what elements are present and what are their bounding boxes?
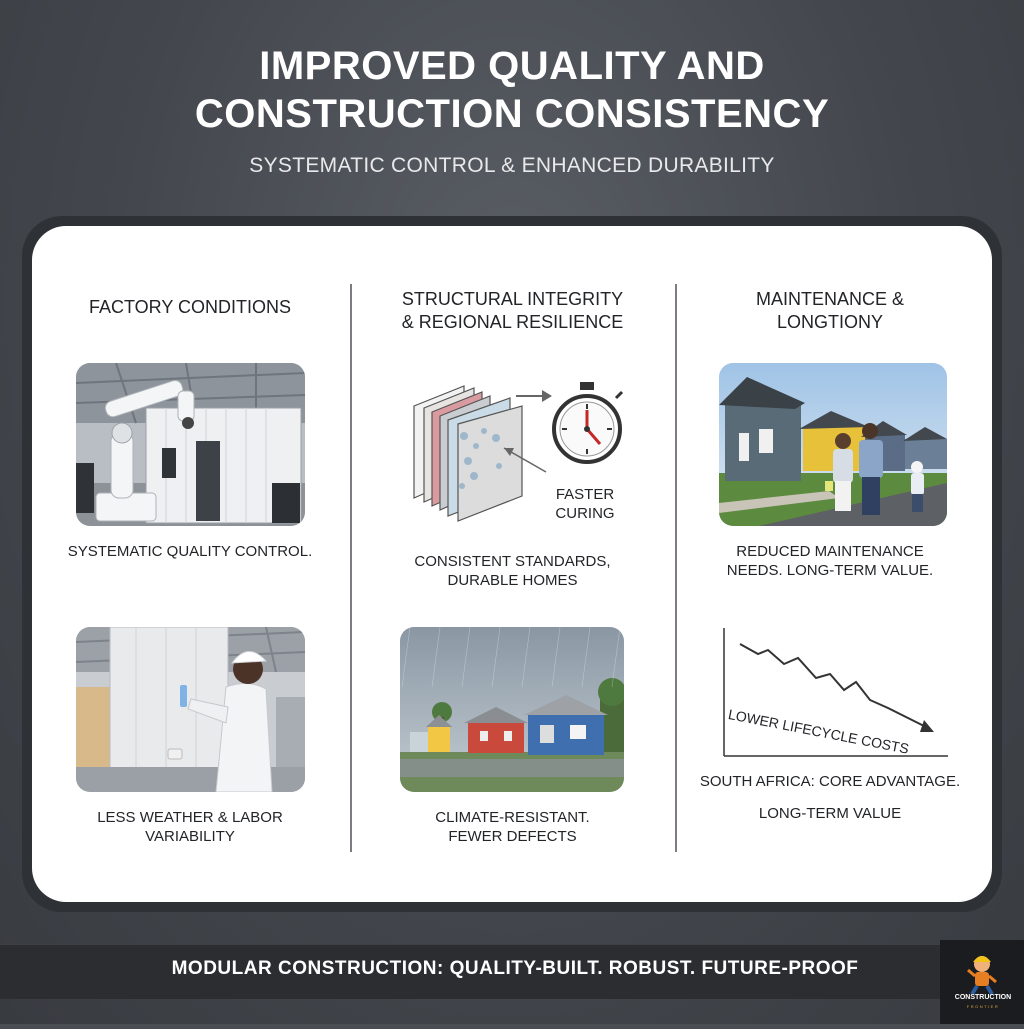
caption-line: CONSISTENT STANDARDS, <box>414 553 611 570</box>
caption-line: FEWER DEFECTS <box>448 828 577 845</box>
heading-line: LONGTIONY <box>776 312 883 332</box>
caption-quality-control <box>40 542 340 561</box>
column-heading-factory <box>40 296 340 319</box>
caption-line: NEEDS. LONG-TERM VALUE. <box>726 562 934 579</box>
caption-line: SYSTEMATIC QUALITY CONTROL. <box>67 543 313 560</box>
column-heading-structural <box>355 288 670 334</box>
column-divider <box>350 284 352 852</box>
page-title <box>0 42 1024 138</box>
caption-line: LONG-TERM VALUE <box>758 805 902 822</box>
caption-long-term-value <box>680 804 980 823</box>
footer-tagline: MODULAR CONSTRUCTION: QUALITY-BUILT. ROBUST. FUTURE-PROOF <box>171 958 859 979</box>
heading-line: & REGIONAL RESILIENCE <box>401 312 624 332</box>
caption-reduced-maintenance <box>680 542 980 580</box>
caption-south-africa <box>680 772 980 791</box>
label-line: CURING <box>555 505 615 522</box>
logo-subtext: FRONTIER <box>966 1004 1000 1009</box>
factory-robot-photo <box>76 363 305 526</box>
lifecycle-cost-label: LOWER LIFECYCLE COSTS <box>726 706 911 757</box>
family-neighborhood-photo <box>719 363 947 526</box>
caption-line: DURABLE HOMES <box>447 572 578 589</box>
caption-consistent-standards <box>355 552 670 590</box>
brand-logo <box>940 940 1024 1024</box>
homes-in-rain-photo <box>400 627 624 792</box>
page-subtitle: SYSTEMATIC CONTROL & ENHANCED DURABILITY <box>249 154 775 177</box>
heading-line: FACTORY CONDITIONS <box>88 297 292 317</box>
caption-line: SOUTH AFRICA: CORE ADVANTAGE. <box>699 773 961 790</box>
logo-name: CONSTRUCTION <box>954 994 1012 1001</box>
caption-line: REDUCED MAINTENANCE <box>736 543 924 560</box>
column-heading-maintenance <box>680 288 980 334</box>
heading-line: MAINTENANCE & <box>755 289 905 309</box>
caption-line: CLIMATE-RESISTANT. <box>435 809 590 826</box>
heading-line: STRUCTURAL INTEGRITY <box>401 289 624 309</box>
label-line: FASTER <box>555 486 615 503</box>
title-line-1: IMPROVED QUALITY AND <box>259 44 765 88</box>
caption-climate-resistant <box>355 808 670 846</box>
worker-mascot-icon <box>940 940 1024 1024</box>
column-divider <box>675 284 677 852</box>
caption-line: LESS WEATHER & LABOR <box>97 809 283 826</box>
title-line-2: CONSTRUCTION CONSISTENCY <box>194 92 830 136</box>
faster-curing-label <box>540 485 630 523</box>
worker-inspection-photo <box>76 627 305 792</box>
caption-line: VARIABILITY <box>145 828 235 845</box>
caption-less-variability <box>40 808 340 846</box>
